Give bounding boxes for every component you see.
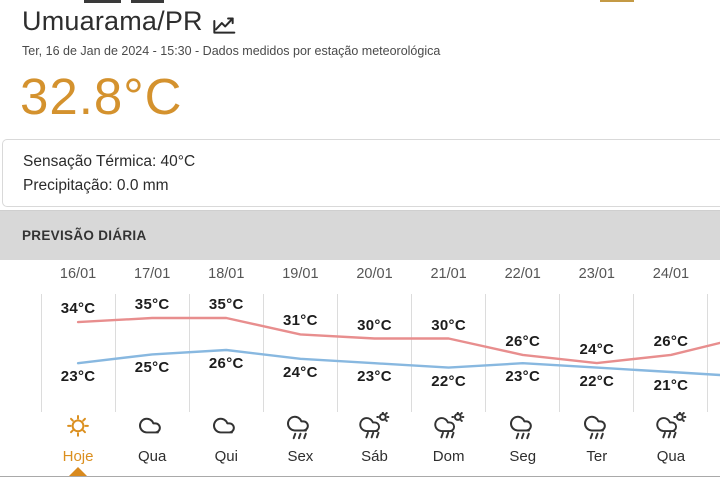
sun-rain-icon: [433, 412, 465, 446]
day-tabs-row: [41, 412, 708, 465]
cropped-content-fragment: [84, 0, 121, 3]
sun-icon: [62, 412, 94, 446]
min-temp-label: 23°C: [357, 368, 392, 386]
min-temp-label: 25°C: [134, 359, 170, 377]
max-temp-label: 26°C: [505, 332, 541, 350]
rain-icon: [284, 412, 316, 446]
current-temperature: 32.8°C: [20, 68, 183, 125]
day-tab-label: Seg: [509, 448, 537, 465]
forecast-date: 16/01: [59, 266, 97, 282]
measurement-info: Ter, 16 de Jan de 2024 - 15:30 - Dados medidos por estação meteorológica: [22, 44, 441, 58]
forecast-date: 23/01: [578, 266, 615, 282]
forecast-date: 24/01: [652, 266, 690, 282]
day-tab-sex[interactable]: [263, 412, 337, 465]
day-tab-qua[interactable]: [115, 412, 189, 465]
cloud-icon: [136, 412, 168, 446]
day-tab-label: Qua: [656, 448, 686, 465]
daily-forecast-panel: [0, 260, 720, 477]
forecast-date: 21/01: [430, 266, 467, 282]
page-title: Umuarama/PR: [22, 6, 203, 36]
max-temp-label: 30°C: [357, 316, 392, 334]
forecast-date: 20/01: [356, 266, 393, 282]
max-temp-label: 30°C: [431, 316, 466, 334]
active-day-pointer: [69, 467, 87, 476]
day-tab-label: Hoje: [62, 448, 94, 465]
cropped-content-fragment: [131, 0, 164, 3]
trending-up-chart-icon[interactable]: [210, 11, 237, 36]
thermal-sensation-text: Sensação Térmica: 40°C: [23, 153, 196, 170]
day-tab-qua[interactable]: [634, 412, 708, 465]
sun-rain-icon: [358, 412, 390, 446]
min-temp-label: 21°C: [653, 377, 689, 394]
grid-divider: [633, 294, 708, 412]
day-tab-label: Qua: [137, 448, 167, 465]
day-tab-dom[interactable]: [412, 412, 486, 465]
max-temp-label: 34°C: [60, 300, 96, 318]
forecast-date: 18/01: [208, 266, 245, 282]
rain-icon: [581, 412, 613, 446]
current-conditions-card: [2, 139, 720, 207]
min-temp-label: 22°C: [431, 372, 466, 390]
day-tab-seg[interactable]: [486, 412, 560, 465]
grid-divider: [411, 294, 485, 412]
max-temp-label: 35°C: [208, 296, 244, 313]
min-temp-label: 23°C: [60, 368, 96, 386]
max-temp-label: 24°C: [579, 341, 615, 359]
max-temp-label: 31°C: [283, 312, 318, 330]
max-temp-label: 35°C: [134, 296, 170, 313]
min-temp-label: 24°C: [283, 363, 318, 381]
forecast-date: 19/01: [282, 266, 319, 282]
day-tab-label: Sex: [287, 448, 314, 465]
min-temp-label: 22°C: [579, 372, 615, 390]
day-tab-sáb[interactable]: [337, 412, 411, 465]
day-tab-label: Sáb: [361, 448, 388, 465]
forecast-dates-row: [41, 266, 708, 282]
grid-divider: [485, 294, 559, 412]
max-temp-label: 26°C: [653, 332, 689, 350]
forecast-date: 17/01: [134, 266, 171, 282]
cropped-tab-indicator: [600, 0, 634, 2]
day-tab-ter[interactable]: [560, 412, 634, 465]
forecast-date: 22/01: [504, 266, 541, 282]
rain-icon: [507, 412, 539, 446]
min-temp-label: 26°C: [208, 355, 244, 372]
location-header: [22, 6, 710, 58]
day-tab-hoje[interactable]: [41, 412, 115, 465]
sun-rain-icon: [655, 412, 687, 446]
precipitation-text: Precipitação: 0.0 mm: [23, 177, 169, 194]
day-tab-label: Qui: [214, 448, 238, 465]
day-tab-label: Dom: [432, 448, 465, 465]
day-tab-label: Ter: [586, 448, 608, 465]
grid-divider: [337, 294, 411, 412]
cloud-icon: [210, 412, 242, 446]
min-temp-label: 23°C: [505, 368, 541, 386]
day-tab-qui[interactable]: [189, 412, 263, 465]
daily-forecast-header: [0, 210, 720, 260]
section-title: PREVISÃO DIÁRIA: [22, 228, 147, 243]
